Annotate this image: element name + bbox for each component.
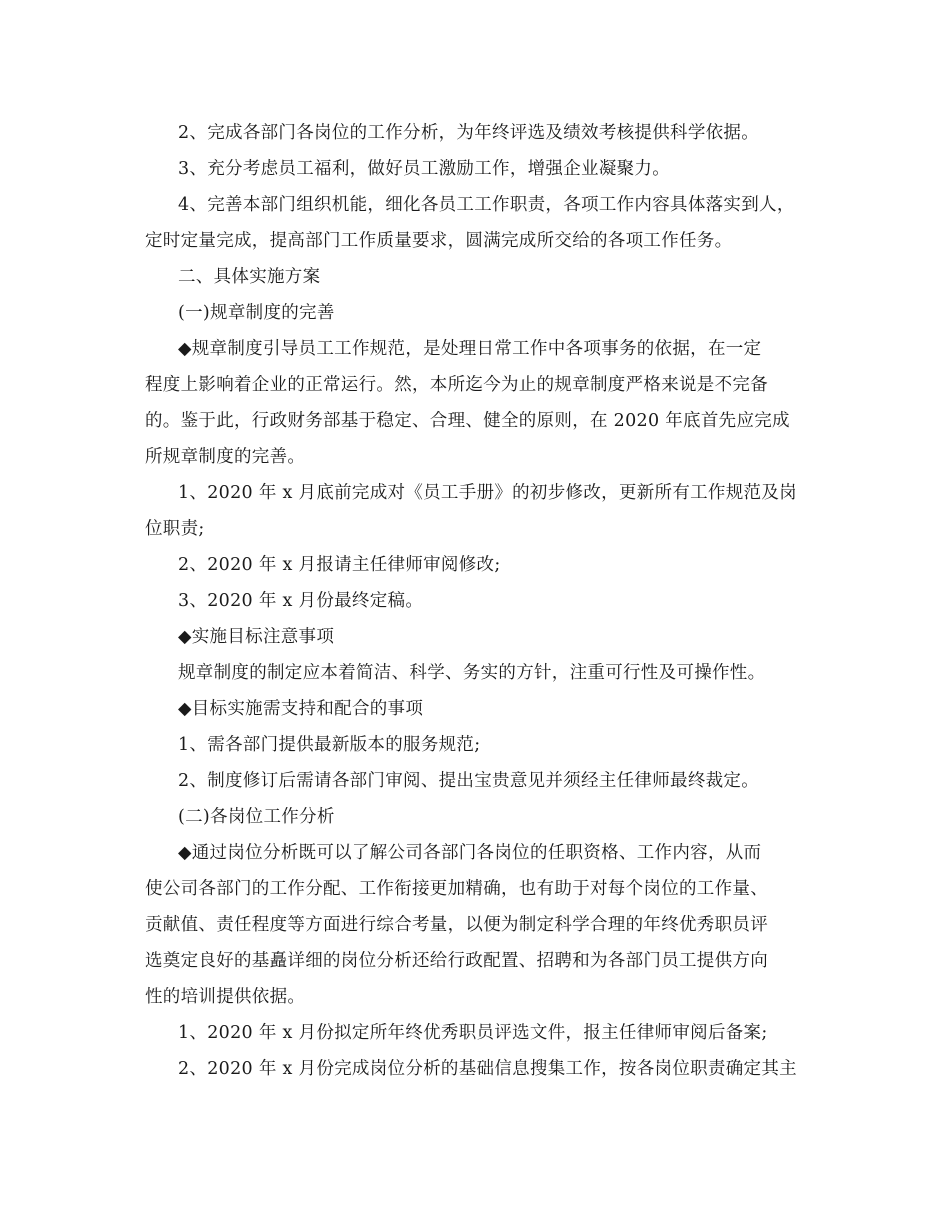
paragraph-line: 的。鉴于此，行政财务部基于稳定、合理、健全的原则，在 2020 年底首先应完成 (145, 411, 790, 431)
bullet-heading: ◆目标实施需支持和配合的事项 (178, 699, 424, 719)
paragraph-line: ◆通过岗位分析既可以了解公司各部门各岗位的任职资格、工作内容，从而 (178, 843, 762, 863)
list-item: 2、2020 年 x 月报请主任律师审阅修改; (178, 555, 501, 575)
paragraph-line: 3、充分考虑员工福利，做好员工激励工作，增强企业凝聚力。 (178, 159, 671, 179)
paragraph-line: 规章制度的制定应本着简洁、科学、务实的方针，注重可行性及可操作性。 (178, 663, 766, 683)
list-item: 1、2020 年 x 月底前完成对《员工手册》的初步修改，更新所有工作规范及岗 (178, 483, 797, 503)
paragraph-line: 4、完善本部门组织机能，细化各员工工作职责，各项工作内容具体落实到人， (178, 195, 795, 215)
list-item: 1、需各部门提供最新版本的服务规范; (178, 735, 481, 755)
paragraph-line: 贡献值、责任程度等方面进行综合考量，以便为制定科学合理的年终优秀职员评 (145, 915, 768, 935)
paragraph-line: 定时定量完成，提高部门工作质量要求，圆满完成所交给的各项工作任务。 (145, 231, 733, 251)
subsection-heading: (二)各岗位工作分析 (178, 807, 335, 827)
paragraph-line: 选奠定良好的基矗详细的岗位分析还给行政配置、招聘和为各部门员工提供方向 (145, 951, 768, 971)
list-item: 1、2020 年 x 月份拟定所年终优秀职员评选文件，报主任律师审阅后备案; (178, 1023, 768, 1043)
section-heading: 二、具体实施方案 (178, 267, 321, 287)
list-item-continuation: 位职责; (145, 519, 205, 539)
paragraph-line: 所规章制度的完善。 (145, 447, 306, 467)
paragraph-line: 程度上影响着企业的正常运行。然，本所迄今为止的规章制度严格来说是不完备 (145, 375, 768, 395)
subsection-heading: (一)规章制度的完善 (178, 303, 335, 323)
paragraph-line: 使公司各部门的工作分配、工作衔接更加精确，也有助于对每个岗位的工作量、 (145, 879, 768, 899)
paragraph-line: 性的培训提供依据。 (145, 987, 306, 1007)
list-item: 2、2020 年 x 月份完成岗位分析的基础信息搜集工作，按各岗位职责确定其主 (178, 1059, 797, 1079)
list-item: 2、制度修订后需请各部门审阅、提出宝贵意见并须经主任律师最终裁定。 (178, 771, 760, 791)
bullet-heading: ◆实施目标注意事项 (178, 627, 335, 647)
paragraph-line: 2、完成各部门各岗位的工作分析，为年终评选及绩效考核提供科学依据。 (178, 123, 760, 143)
paragraph-line: ◆规章制度引导员工工作规范，是处理日常工作中各项事务的依据，在一定 (178, 339, 762, 359)
list-item: 3、2020 年 x 月份最终定稿。 (178, 591, 424, 611)
